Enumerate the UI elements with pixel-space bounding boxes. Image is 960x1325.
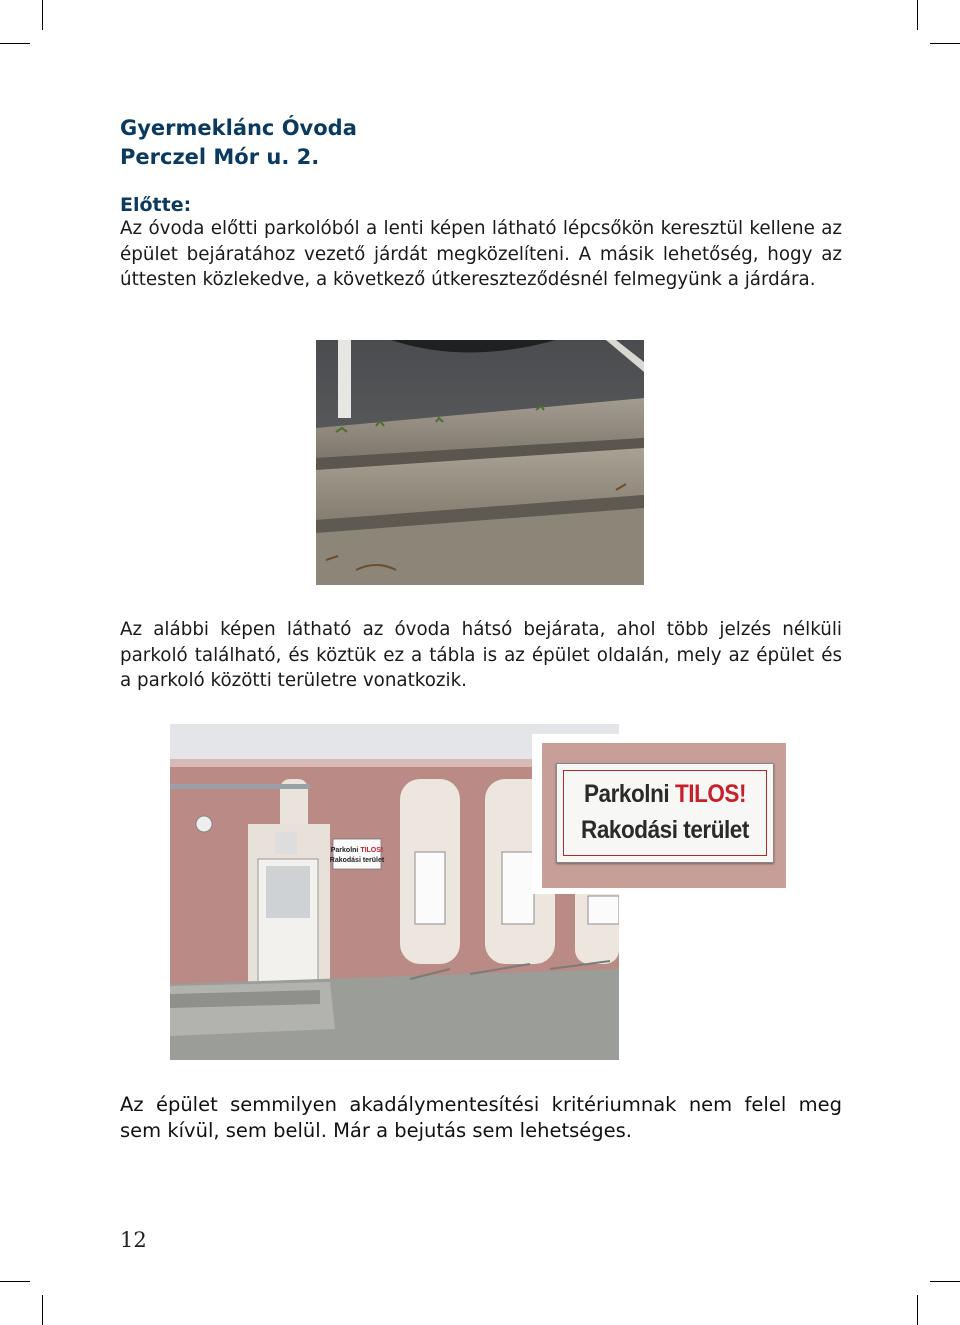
section-heading: Előtte:	[120, 194, 192, 216]
crop-mark-bottom-left-h	[0, 1281, 30, 1282]
page-title	[120, 114, 357, 172]
sign-line-1-emphasis: TILOS!	[674, 780, 747, 808]
sign-line-1-prefix: Parkolni	[583, 780, 675, 808]
svg-text:Rakodási terület: Rakodási terület	[329, 857, 385, 864]
crop-mark-top-left-v	[42, 0, 43, 30]
crop-mark-bottom-right-v	[917, 1295, 918, 1325]
title-line-2: Perczel Mór u. 2.	[120, 145, 320, 169]
sign-line-2: Rakodási terület	[581, 816, 749, 844]
steps-illustration	[316, 340, 644, 585]
photo-parking-steps	[316, 340, 644, 585]
page-number: 12	[120, 1228, 147, 1252]
paragraph-before: Az óvoda előtti parkolóból a lenti képen látható lépcsőkön keresztül kellene az épület bejáratához vezető járdát megközelíteni. A másik lehetőség, hogy az úttesten közlekedve, a következő útkereszteződésnél felmegyünk a járdára.	[120, 218, 842, 290]
paragraph-conclusion: Az épület semmilyen akadálymentesítési kritériumnak nem felel meg sem kívül, sem belül. Már a bejutás sem lehetséges.	[120, 1093, 842, 1142]
crop-mark-bottom-left-v	[42, 1295, 43, 1325]
paragraph-back-entrance: Az alábbi képen látható az óvoda hátsó bejárata, ahol több jelzés nélküli parkoló található, és köztük ez a tábla is az épület oldalán, mely az épület és a parkoló közötti területre vonatkozik.	[120, 619, 842, 691]
no-parking-sign	[556, 763, 774, 863]
photo-sign-closeup	[532, 734, 794, 894]
crop-mark-top-left-h	[0, 43, 30, 44]
crop-mark-bottom-right-h	[930, 1281, 960, 1282]
title-line-1: Gyermeklánc Óvoda	[120, 116, 357, 140]
svg-text:Parkolni TILOS!: Parkolni TILOS!	[330, 847, 384, 854]
crop-mark-top-right-v	[917, 0, 918, 30]
crop-mark-top-right-h	[930, 43, 960, 44]
